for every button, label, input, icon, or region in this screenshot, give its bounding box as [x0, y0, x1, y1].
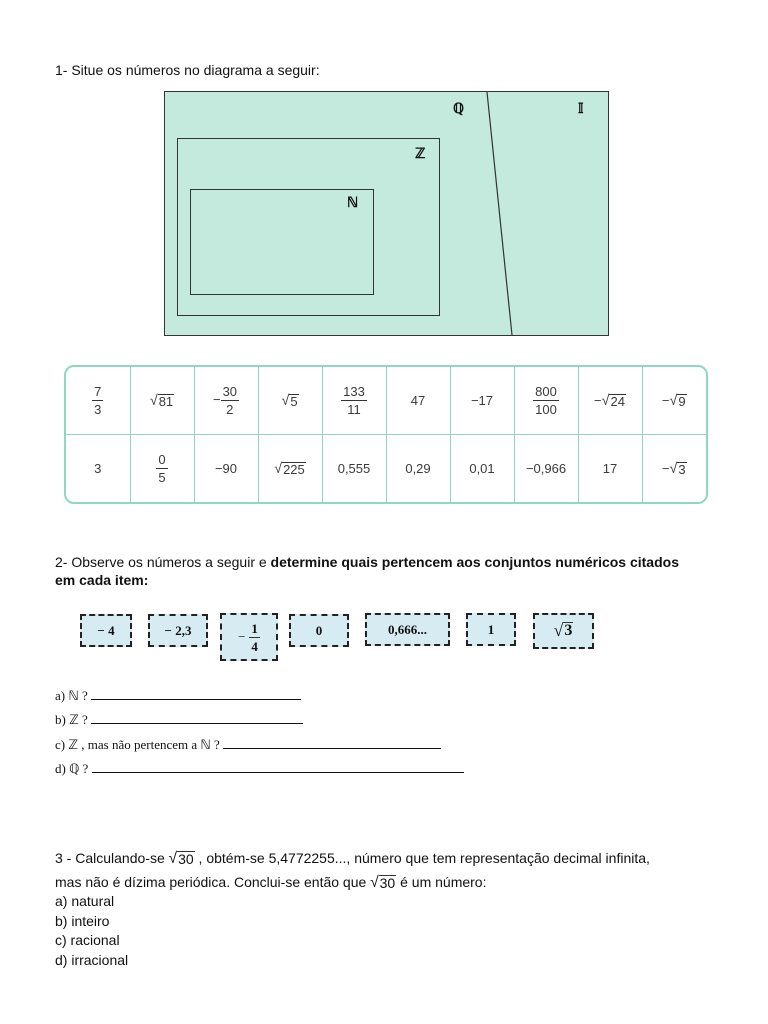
q2-item-d: [55, 760, 464, 777]
radicand: 3: [678, 461, 686, 477]
set-label-z: ℤ: [415, 147, 426, 162]
table-cell: [578, 435, 642, 503]
fraction-sign: −: [238, 629, 246, 644]
table-cell: [258, 435, 322, 503]
number-box-sqrt: [533, 613, 594, 649]
table-cell: [66, 367, 130, 435]
table-cell: [642, 367, 706, 435]
fraction-numerator: 7: [94, 384, 102, 399]
sqrt-expression: [670, 394, 687, 409]
q3-line2: [55, 873, 486, 891]
table-cell: [322, 367, 386, 435]
sqrt-expression: [554, 622, 574, 640]
cell-value: −0,966: [525, 461, 567, 476]
q2-item-a-label: a) ℕ ?: [55, 688, 88, 703]
table-cell: [386, 367, 450, 435]
fraction-numerator: 800: [535, 384, 557, 399]
number-box: 0: [289, 614, 349, 647]
radicand: 9: [678, 393, 686, 409]
fraction-denominator: 2: [226, 402, 234, 417]
fraction: [341, 385, 367, 416]
q2-item-c: [55, 736, 441, 753]
set-n-region: [190, 189, 374, 295]
fraction: [249, 622, 260, 653]
radicand: 3: [564, 622, 573, 640]
q2-item-d-label: d) ℚ ?: [55, 761, 89, 776]
table-cell: [258, 367, 322, 435]
number-box: − 4: [80, 614, 132, 647]
answer-blank[interactable]: [91, 687, 301, 700]
q3-option-d[interactable]: d) irracional: [55, 952, 129, 968]
answer-blank[interactable]: [223, 736, 441, 749]
radical-sign: √: [149, 392, 158, 409]
q3-line2-start: mas não é dízima periódica. Conclui-se então que: [55, 874, 371, 890]
number-box-fraction: [220, 613, 278, 661]
table-cell: [642, 435, 706, 503]
radical-sign: √: [281, 392, 290, 409]
set-label-n: ℕ: [347, 196, 359, 211]
radicand: 24: [610, 393, 625, 409]
fraction-denominator: 100: [535, 402, 557, 417]
table-cell: [130, 367, 194, 435]
fraction: [221, 385, 239, 416]
table-cell: [130, 435, 194, 503]
q2-item-a: [55, 687, 301, 704]
radical-sign: √: [669, 392, 678, 409]
cell-sign: −: [661, 392, 670, 408]
q2-intro-bold: determine quais pertencem aos conjuntos numéricos citados: [270, 554, 679, 570]
table-cell: [386, 435, 450, 503]
q3-line1-start: 3 - Calculando-se: [55, 850, 169, 866]
sqrt-expression: [274, 462, 306, 477]
cell-value: −17: [470, 393, 494, 408]
fraction: [156, 453, 167, 484]
cell-sign: −: [594, 392, 602, 408]
q2-intro-bold-line2: em cada item:: [55, 572, 149, 588]
number-box: − 2,3: [148, 614, 208, 647]
table-cell: [322, 435, 386, 503]
radical-sign: √: [168, 850, 178, 867]
q3-option-b[interactable]: b) inteiro: [55, 913, 110, 929]
table-cell: [514, 367, 578, 435]
venn-diagram: [164, 91, 609, 336]
fraction: [92, 385, 103, 416]
table-cell: [194, 435, 258, 503]
sqrt-expression: [602, 394, 626, 409]
numbers-table: [64, 365, 708, 504]
table-cell: [450, 435, 514, 503]
fraction-denominator: 5: [158, 470, 166, 485]
cell-value: 0,555: [337, 461, 371, 476]
cell-value: −90: [214, 461, 238, 476]
q2-item-b: [55, 711, 303, 728]
answer-blank[interactable]: [92, 760, 464, 773]
cell-sign: −: [212, 391, 221, 407]
numbers-table-row: [66, 435, 706, 503]
cell-value: 0,29: [405, 461, 431, 476]
fraction-numerator: 0: [158, 452, 166, 467]
set-label-i: 𝕀: [578, 102, 584, 117]
radical-sign: √: [669, 460, 678, 477]
radicand: 5: [290, 393, 298, 409]
radicand: 225: [283, 461, 305, 477]
table-cell: [194, 367, 258, 435]
table-cell: [514, 435, 578, 503]
radical-sign: √: [274, 460, 283, 477]
number-box: 1: [466, 613, 516, 646]
q1-title: 1- Situe os números no diagrama a seguir:: [55, 62, 320, 78]
fraction: [533, 385, 559, 416]
q3-line2-end: é um número:: [396, 874, 487, 890]
q3-option-a[interactable]: a) natural: [55, 893, 115, 909]
sqrt-expression: [150, 394, 174, 409]
cell-value: 0,01: [469, 461, 495, 476]
q2-item-b-label: b) ℤ ?: [55, 712, 88, 727]
answer-blank[interactable]: [91, 711, 303, 724]
radical-sign: √: [370, 874, 379, 891]
radicand: 30: [379, 875, 396, 891]
set-z-region: [177, 138, 440, 316]
number-box: 0,666...: [365, 613, 450, 646]
fraction-numerator: 1: [251, 620, 258, 636]
fraction-denominator: 3: [94, 402, 102, 417]
q2-intro: [55, 553, 767, 571]
q3-line1-end: , obtém-se 5,4772255..., número que tem representação decimal infinita,: [194, 850, 650, 866]
numbers-table-row: [66, 367, 706, 435]
q3-line1: [55, 849, 650, 867]
q3-option-c[interactable]: c) racional: [55, 932, 120, 948]
radicand: 30: [178, 851, 194, 867]
cell-value: 17: [602, 461, 618, 476]
fraction-denominator: 4: [251, 638, 258, 654]
cell-sign: −: [661, 460, 670, 476]
set-label-q: ℚ: [453, 102, 465, 117]
sqrt-expression: [169, 851, 195, 867]
cell-value: 47: [410, 393, 426, 408]
q2-intro-text: 2- Observe os números a seguir e: [55, 554, 271, 570]
sqrt-expression: [281, 394, 298, 409]
sqrt-expression: [370, 875, 396, 891]
table-cell: [578, 367, 642, 435]
sqrt-expression: [670, 462, 687, 477]
cell-value: 3: [94, 461, 102, 476]
radicand: 81: [158, 393, 174, 409]
fraction-numerator: 133: [343, 384, 365, 399]
fraction-denominator: 11: [347, 402, 361, 417]
radical-sign: √: [553, 620, 564, 641]
radical-sign: √: [601, 392, 610, 409]
fraction-numerator: 30: [222, 384, 238, 399]
table-cell: [450, 367, 514, 435]
q2-item-c-label: c) ℤ , mas não pertencem a ℕ ?: [55, 737, 220, 752]
table-cell: [66, 435, 130, 503]
